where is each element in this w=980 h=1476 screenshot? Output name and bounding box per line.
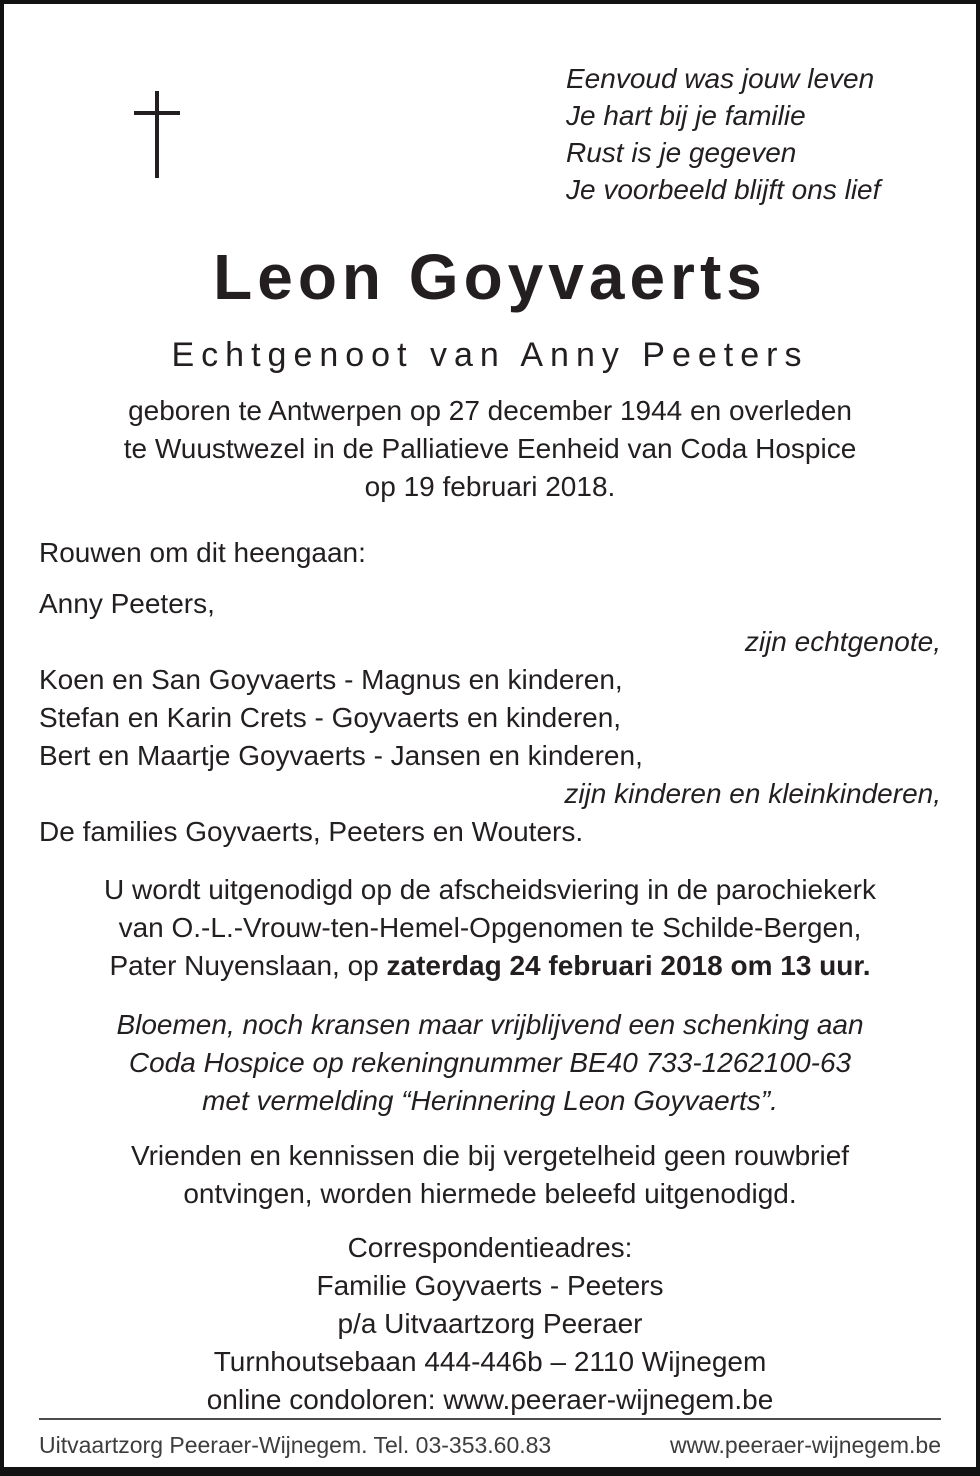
invitation-paragraph — [39, 871, 941, 985]
correspondence-care-of: p/a Uitvaartzorg Peeraer — [337, 1308, 643, 1339]
donation-line: Coda Hospice op rekeningnummer BE40 733-1262100-63 — [128, 1047, 852, 1078]
deceased-name: Leon Goyvaerts — [213, 241, 767, 313]
cross-icon — [134, 91, 180, 178]
ceremony-date-time: zaterdag 24 februari 2018 om 13 uur. — [386, 950, 871, 981]
card-header — [4, 4, 976, 232]
card-footer — [39, 1418, 941, 1460]
poem-line: Je hart bij je familie — [566, 100, 806, 131]
poem-line: Je voorbeeld blijft ons lief — [566, 174, 881, 205]
correspondence-heading: Correspondentieadres: — [347, 1232, 633, 1263]
donation-line: Bloemen, noch kransen maar vrijblijvend een schenking aan — [116, 1009, 864, 1040]
friends-line: ontvingen, worden hiermede beleefd uitgenodigd. — [183, 1178, 797, 1209]
cross-icon-horizontal-bar — [134, 111, 180, 115]
invitation-line-prefix: Pater Nuyenslaan, op — [109, 950, 387, 981]
friends-line: Vrienden en kennissen die bij vergetelheid geen rouwbrief — [130, 1140, 850, 1171]
poem-line: Eenvoud was jouw leven — [566, 63, 875, 94]
cross-icon-vertical-bar — [155, 91, 159, 178]
intro-line: te Wuustwezel in de Palliatieve Eenheid van Coda Hospice — [123, 433, 857, 464]
mourner-child: Koen en San Goyvaerts - Magnus en kinderen, — [39, 664, 623, 695]
birth-death-paragraph — [39, 392, 941, 506]
poem-line: Rust is je gegeven — [566, 137, 797, 168]
mourner-children-role: zijn kinderen en kleinkinderen, — [564, 778, 941, 809]
friends-paragraph — [39, 1137, 941, 1213]
invitation-line: van O.-L.-Vrouw-ten-Hemel-Opgenomen te Schilde-Bergen, — [118, 912, 862, 943]
deceased-relation: Echtgenoot van Anny Peeters — [171, 336, 809, 374]
mourner-spouse: Anny Peeters, — [39, 588, 215, 619]
mourner-child: Bert en Maartje Goyvaerts - Jansen en kinderen, — [39, 740, 643, 771]
mourning-heading: Rouwen om dit heengaan: — [39, 537, 366, 568]
donation-paragraph — [39, 1006, 941, 1120]
intro-line: op 19 februari 2018. — [364, 471, 616, 502]
mourner-spouse-role: zijn echtgenote, — [744, 626, 941, 657]
funeral-home-contact: Uitvaartzorg Peeraer-Wijnegem. Tel. 03-353.60.83 — [39, 1432, 552, 1458]
intro-line: geboren te Antwerpen op 27 december 1944 en overleden — [128, 395, 852, 426]
correspondence-condolence-url: online condoloren: www.peeraer-wijnegem.be — [206, 1384, 774, 1415]
funeral-home-website: www.peeraer-wijnegem.be — [669, 1432, 941, 1458]
correspondence-family: Familie Goyvaerts - Peeters — [316, 1270, 664, 1301]
invitation-line — [39, 947, 941, 985]
mourner-families: De families Goyvaerts, Peeters en Wouters. — [39, 816, 584, 847]
mourner-child: Stefan en Karin Crets - Goyvaerts en kinderen, — [39, 702, 622, 733]
mourning-list — [39, 585, 941, 851]
invitation-line: U wordt uitgenodigd op de afscheidsviering in de parochiekerk — [103, 874, 877, 905]
correspondence-block — [39, 1229, 941, 1419]
correspondence-address: Turnhoutsebaan 444-446b – 2110 Wijnegem — [213, 1346, 767, 1377]
memorial-poem — [566, 60, 880, 208]
donation-line: met vermelding “Herinnering Leon Goyvaerts”. — [202, 1085, 778, 1116]
